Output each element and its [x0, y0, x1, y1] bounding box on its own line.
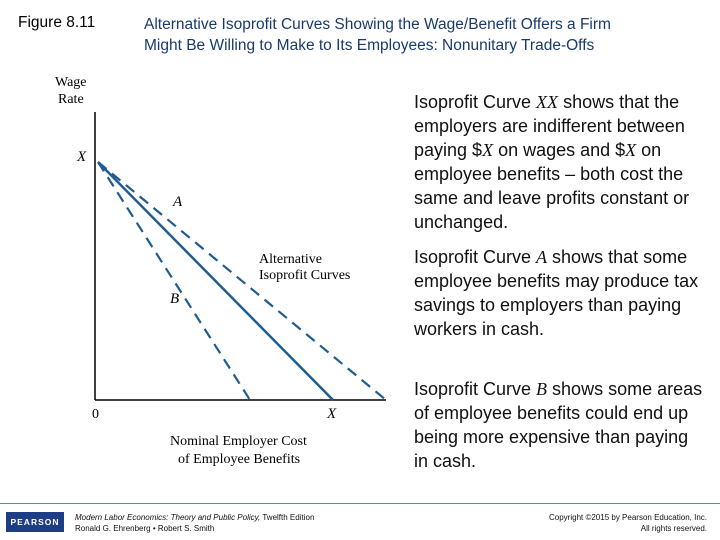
explanation-curve-a — [414, 245, 706, 341]
origin-label: 0 — [92, 407, 99, 422]
figure-title-line2: Might Be Willing to Make to Its Employees: Nonunitary Trade-Offs — [144, 37, 595, 54]
explanation-xx-suffix: on employee benefits – both cost the same and leave profits constant or unchanged. — [414, 140, 690, 232]
footer-copyright-block — [549, 512, 707, 534]
explanation-a-prefix: Isoprofit Curve — [414, 247, 537, 267]
explanation-xx-mid: on wages and $ — [493, 140, 626, 160]
footer-authors: Ronald G. Ehrenberg • Robert S. Smith — [75, 524, 215, 533]
footer-book-title: Modern Labor Economics: Theory and Public Policy, — [75, 513, 261, 522]
explanation-a-curve: A — [536, 247, 548, 267]
figure-title-line1: Alternative Isoprofit Curves Showing the Wage/Benefit Offers a Firm — [144, 16, 611, 33]
footer-book-edition: Twelfth Edition — [260, 513, 315, 522]
explanation-xx-body: shows that the employers are indifferent between paying $ — [414, 92, 685, 160]
explanation-xx-x1: X — [482, 140, 494, 160]
explanation-b-prefix: Isoprofit Curve — [414, 379, 537, 399]
x-axis-label-line2: of Employee Benefits — [178, 452, 301, 467]
y-intercept-label: X — [77, 149, 87, 165]
footer-book-info — [75, 512, 314, 534]
explanation-b-body: shows some areas of employee benefits could end up being more expensive than paying in cash. — [414, 379, 703, 471]
explanation-xx-curve: XX — [536, 92, 559, 112]
legend-line1: Alternative — [259, 252, 322, 267]
explanation-curve-b — [414, 377, 706, 473]
figure-label: Figure 8.11 — [18, 14, 96, 31]
pearson-logo: PEARSON — [6, 512, 64, 532]
y-axis-label-line1: Wage — [55, 75, 87, 90]
explanation-a-body: shows that some employee benefits may produce tax savings to employers than paying workers in cash. — [414, 247, 699, 339]
curve-a-label: A — [173, 194, 183, 210]
footer-rights: All rights reserved. — [640, 524, 707, 533]
x-axis-label-line1: Nominal Employer Cost — [170, 434, 307, 449]
explanation-xx-x2: X — [625, 140, 637, 160]
y-axis-label-line2: Rate — [58, 92, 84, 107]
legend-line2: Isoprofit Curves — [259, 268, 351, 283]
explanation-curve-xx — [414, 90, 706, 234]
footer-divider — [0, 503, 720, 504]
explanation-b-curve: B — [536, 379, 548, 399]
footer-book-title-line — [75, 512, 314, 523]
x-intercept-label: X — [327, 406, 337, 422]
curve-b-label: B — [170, 291, 180, 307]
footer-copyright: Copyright ©2015 by Pearson Education, Inc. — [549, 513, 707, 522]
explanation-xx-prefix: Isoprofit Curve — [414, 92, 537, 112]
